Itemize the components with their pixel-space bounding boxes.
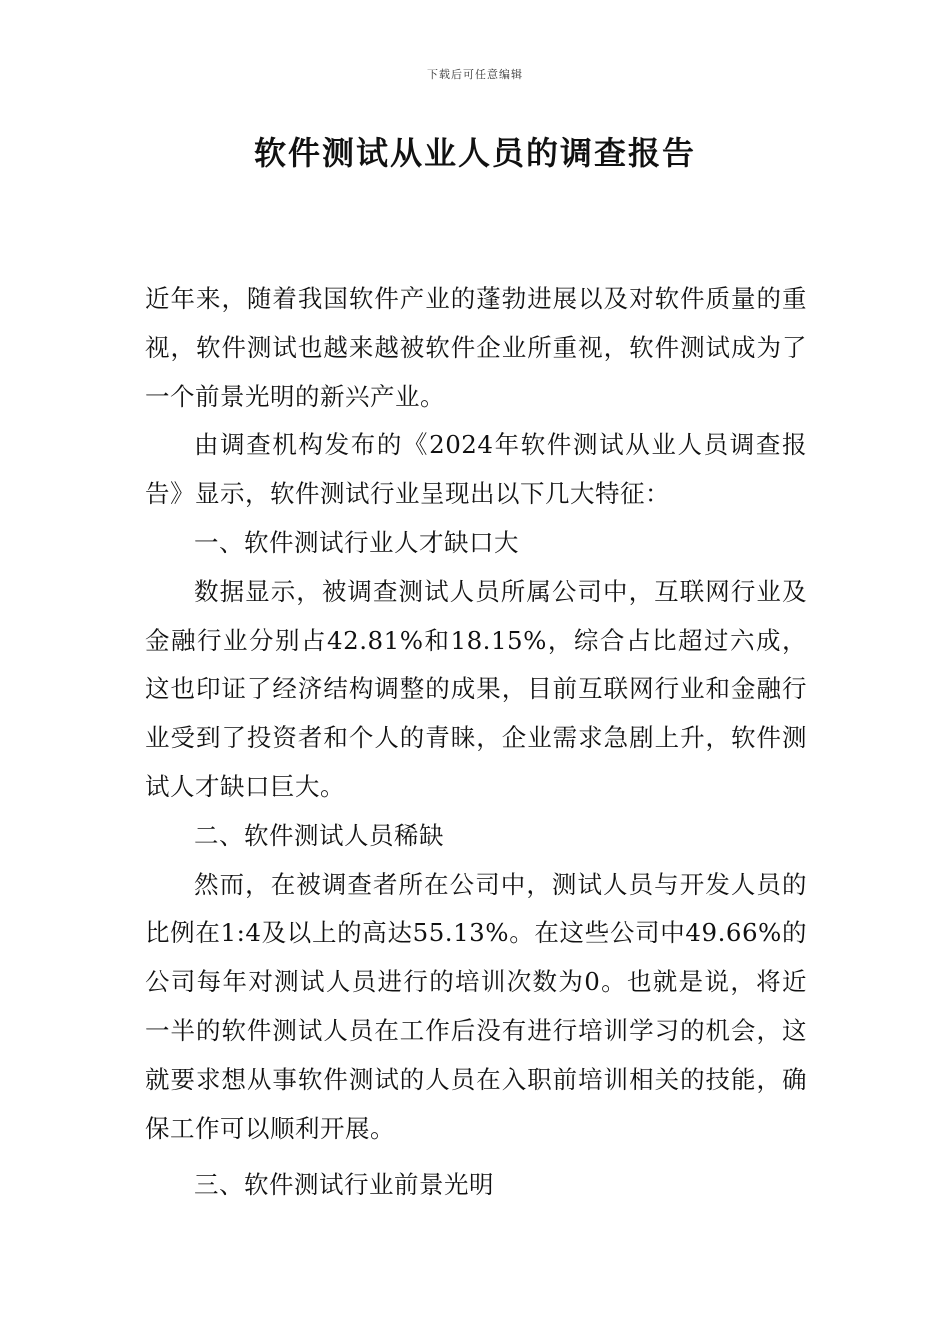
section-heading-3: 三、软件测试行业前景光明	[194, 1170, 494, 1200]
report-intro-paragraph: 由调查机构发布的《2024年软件测试从业人员调查报告》显示，软件测试行业呈现出以下几大特征：	[145, 430, 807, 509]
section-heading-1: 一、软件测试行业人才缺口大	[194, 527, 519, 557]
header-note: 下载后可任意编辑	[427, 68, 523, 81]
intro-paragraph: 近年来，随着我国软件产业的蓬勃进展以及对软件质量的重视，软件测试也越来越被软件企业所重视，软件测试成为了一个前景光明的新兴产业。	[145, 284, 807, 411]
section-heading-2: 二、软件测试人员稀缺	[194, 820, 444, 850]
section-1-paragraph: 数据显示，被调查测试人员所属公司中，互联网行业及金融行业分别占42.81%和18.15%，综合占比超过六成，这也印证了经济结构调整的成果，目前互联网行业和金融行业受到了投资者和个人的青睐，企业需求急剧上升，软件测试人才缺口巨大。	[145, 576, 807, 801]
document-title: 软件测试从业人员的调查报告	[253, 134, 696, 172]
document-body	[145, 275, 807, 1210]
section-2-paragraph: 然而，在被调查者所在公司中，测试人员与开发人员的比例在1:4及以上的高达55.13%。在这些公司中49.66%的公司每年对测试人员进行的培训次数为0。也就是说，将近一半的软件测试人员在工作后没有进行培训学习的机会，这就要求想从事软件测试的人员在入职前培训相关的技能，确保工作可以顺利开展。	[145, 869, 807, 1143]
